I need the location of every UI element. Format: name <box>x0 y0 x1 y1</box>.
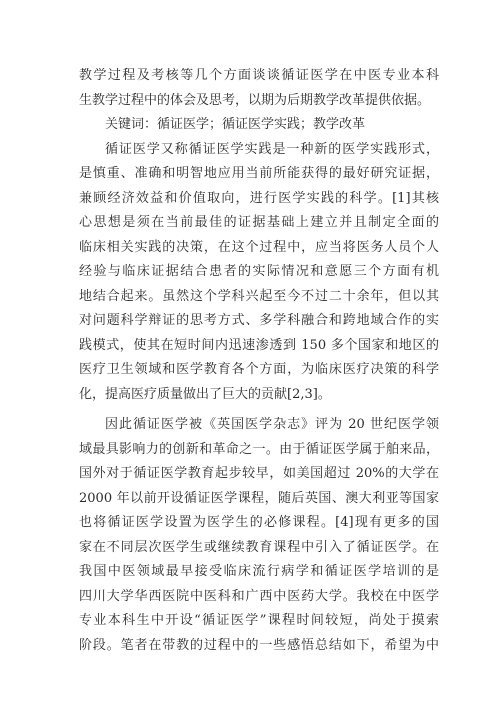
text-line: 国外对于循证医学教育起步较早，如美国超过 20%的大学在 <box>79 466 439 481</box>
intro-paragraph <box>79 64 439 113</box>
text-line: 阶段。笔者在带教的过程中的一些感悟总结如下，希望为中 <box>79 637 439 653</box>
text-line: 生教学过程中的体会及思考，以期为后期教学改革提供依据。 <box>79 92 431 108</box>
text-line: 也将循证医学设置为医学生的必修课程。[4]现有更多的国 <box>79 515 439 530</box>
keywords-line: 关键词：循证医学；循证医学实践；教学改革 <box>105 117 366 132</box>
text-line: 心思想是须在当前最佳的证据基础上建立并且制定全面的 <box>79 215 439 230</box>
text-line: 化，提高医疗质量做出了巨大的贡献[2,3]。 <box>79 386 331 402</box>
text-line: 2000 年以前开设循证医学课程，随后英国、澳大利亚等国家 <box>79 490 439 506</box>
text-line: 家在不同层次医学生或继续教育课程中引入了循证医学。在 <box>79 539 439 555</box>
text-line: 地结合起来。虽然这个学科兴起至今不过二十余年，但以其 <box>79 288 439 304</box>
text-line: 兼顾经济效益和价值取向，进行医学实践的科学。[1]其核 <box>79 190 439 206</box>
paragraph-evidence-based-medicine-definition <box>79 138 439 408</box>
paragraph-evidence-based-medicine-education <box>79 413 439 658</box>
text-line: 经验与临床证据结合患者的实际情况和意愿三个方面有机 <box>79 264 439 279</box>
text-line: 循证医学又称循证医学实践是一种新的医学实践形式， <box>105 141 439 157</box>
text-line: 因此循证医学被《英国医学杂志》评为 20 世纪医学领 <box>105 417 439 432</box>
text-line: 四川大学华西医院中医科和广西中医药大学。我校在中医学 <box>79 588 439 604</box>
text-line: 临床相关实践的决策，在这个过程中，应当将医务人员个人 <box>79 239 439 255</box>
document-page <box>79 64 439 658</box>
text-line: 对问题科学辩证的思考方式、多学科融合和跨地域合作的实 <box>79 313 439 328</box>
text-line: 医疗卫生领域和医学教育各个方面，为临床医疗决策的科学 <box>79 362 439 377</box>
text-line: 是慎重、准确和明智地应用当前所能获得的最好研究证据， <box>79 166 439 181</box>
text-line: 践模式，使其在短时间内迅速渗透到 150 多个国家和地区的 <box>79 337 439 353</box>
text-line: 教学过程及考核等几个方面谈谈循证医学在中医专业本科 <box>79 68 439 83</box>
text-line: 我国中医领域最早接受临床流行病学和循证医学培训的是 <box>79 564 439 579</box>
text-line: 域最具影响力的创新和革命之一。由于循证医学属于舶来品， <box>79 441 439 457</box>
text-line: 专业本科生中开设“循证医学”课程时间较短，尚处于摸索 <box>79 613 439 628</box>
